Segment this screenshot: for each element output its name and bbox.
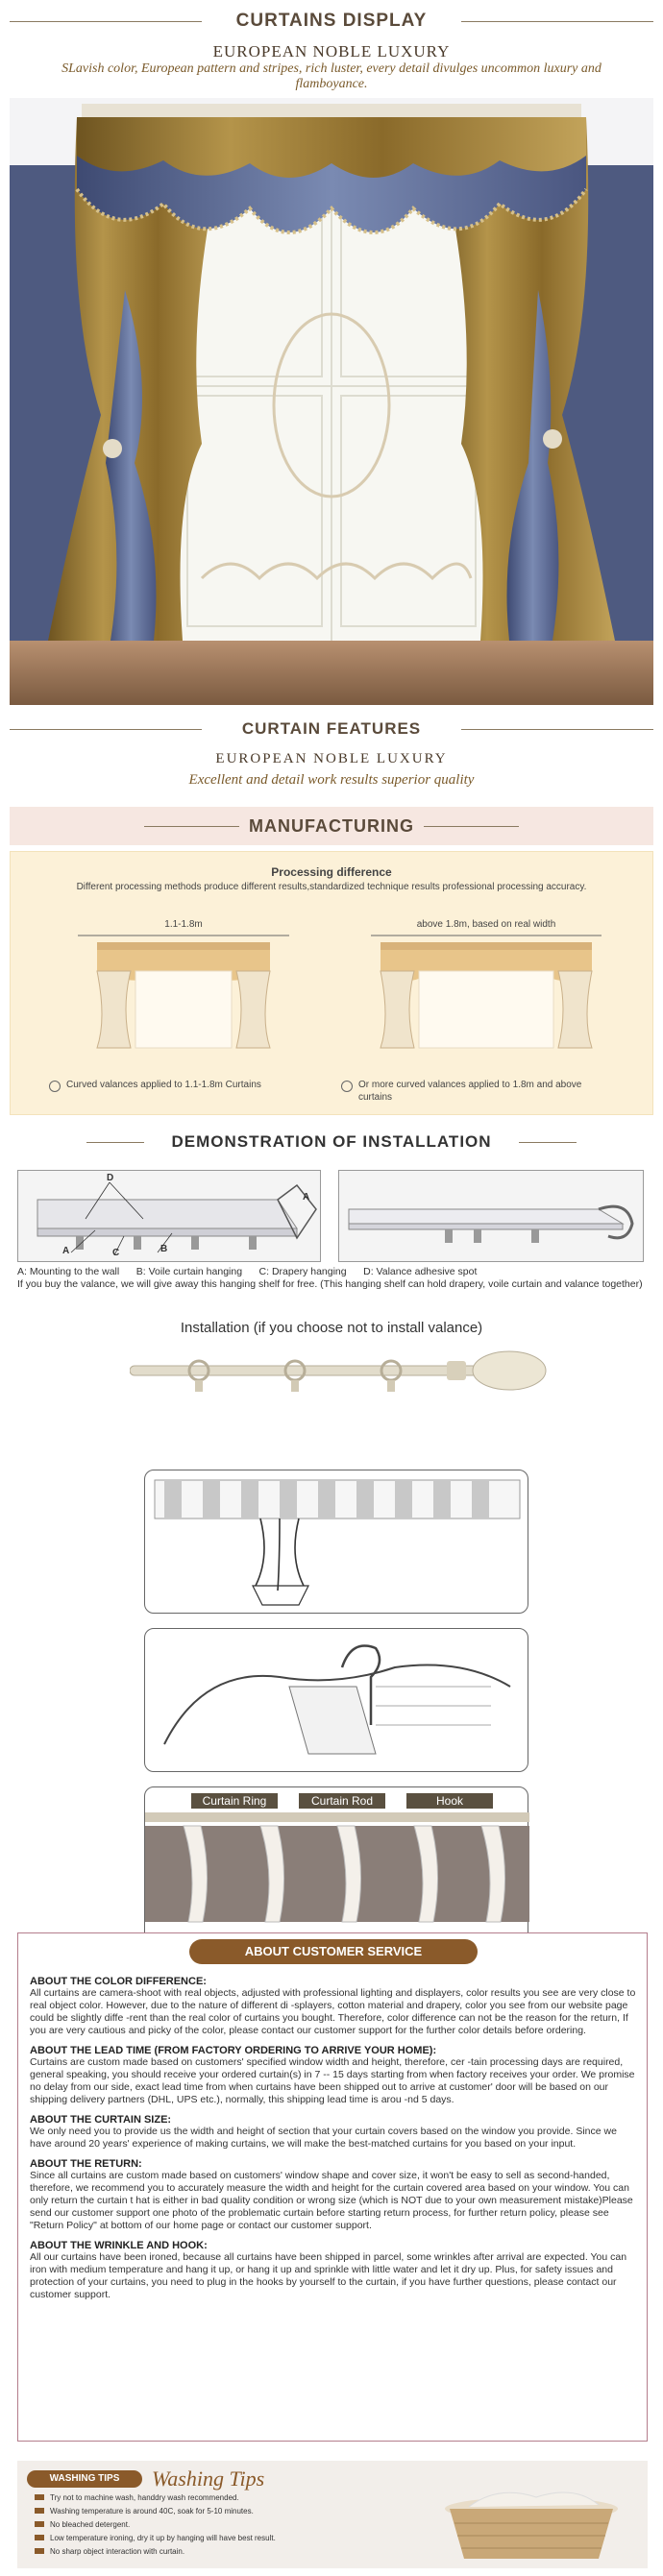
section-title: ABOUT THE WRINKLE AND HOOK:: [30, 2240, 208, 2251]
no-valance-heading: Installation (if you choose not to install valance): [180, 1320, 483, 1336]
manufacturing-heading-row: [0, 814, 663, 838]
section-body: We only need you to provide us the width and height of section that your curtain covers based on the window you provide. Since we have around 20 years' experience of making curtains, we will make the best-matched curtains for you based on your input.: [30, 2126, 617, 2150]
label-b: B: [160, 1244, 168, 1254]
processing-description: Different processing methods produce different results,standardized technique results professional processing accuracy.: [76, 882, 587, 892]
washing-tip: No bleached detergent.: [35, 2518, 381, 2532]
section-title: ABOUT THE CURTAIN SIZE:: [30, 2114, 172, 2126]
display-tagline: SLavish color, European pattern and stripes, rich luster, every detail divulges uncommon luxury and flamboyance.: [61, 61, 602, 91]
section-title: ABOUT THE RETURN:: [30, 2158, 142, 2170]
display-subtitle: EUROPEAN NOBLE LUXURY: [212, 42, 451, 61]
features-heading: CURTAIN FEATURES: [233, 718, 430, 740]
section-color-difference: [30, 1976, 637, 2037]
washing-tip: Try not to machine wash, handdry wash recommended.: [35, 2491, 381, 2505]
processing-panel: [10, 851, 653, 1115]
features-tagline: Excellent and detail work results superior quality: [188, 772, 475, 788]
installation-heading-row: [0, 1131, 663, 1153]
processing-title: Processing difference: [271, 865, 392, 879]
washing-tips-panel: [17, 2461, 648, 2568]
bullet-icon: [35, 2494, 44, 2500]
installation-legend: A: Mounting to the wall B: Voile curtain hanging C: Drapery hanging D: Valance adhesive spot: [17, 1266, 478, 1277]
section-body: All our curtains have been ironed, because all curtains have been shipped in parcel, some wrinkles after arrival are expected. You can iron with medium temperature and hang it up, or hang it up and sprinkle with little water and let it dry up. Plus, for safety issues and protection of your curtains, you need to plug in the hooks by yourself to the curtain, if you have further questions, please contact our customer support.: [30, 2251, 627, 2300]
rod-label: Curtain Rod: [299, 1793, 385, 1809]
washing-script-title: Washing Tips: [152, 2467, 265, 2491]
rail-diagram-plain: [338, 1170, 644, 1262]
washing-tip: Low temperature ironing, dry it up by hanging will have best result.: [35, 2532, 381, 2545]
left-caption: Curved valances applied to 1.1-1.8m Curtains: [66, 1080, 261, 1090]
right-caption: Or more curved valances applied to 1.8m and above curtains: [358, 1080, 582, 1103]
section-curtain-size: [30, 2114, 637, 2151]
installation-note: If you buy the valance, we will give away this hanging shelf for free. (This hanging shelf can hold drapery, voile curtain and valance together): [17, 1278, 643, 1290]
large-valance-illustration: [371, 933, 602, 1053]
small-valance-illustration: [78, 933, 289, 1053]
customer-service-panel: [17, 1932, 648, 2442]
section-title: ABOUT THE COLOR DIFFERENCE:: [30, 1976, 207, 1987]
pleat-diagram: [144, 1470, 528, 1614]
right-dimension: above 1.8m, based on real width: [416, 919, 556, 930]
label-a-left: A: [62, 1246, 70, 1256]
display-heading-row: [0, 10, 663, 33]
rail-diagram-lettered: [17, 1170, 321, 1262]
laundry-basket-illustration: [430, 2480, 632, 2563]
section-body: Curtains are custom made based on customers' specified window width and height, therefore, cer -tain processing days are required, general speaking, you should receive your ordered curtain(s) in 7 -- 15 days starting from when factory receives your order. We promise no delay from our side, exact lead time from when curtains have been shipped out to arrive at customer' door will be based on our shipping delivery partners (DHL, UPS etc.), normally, this shipping lead time is arou -nd 5 days.: [30, 2056, 635, 2105]
bullet-icon: [35, 2548, 44, 2554]
features-subtitle: EUROPEAN NOBLE LUXURY: [215, 751, 448, 766]
washing-tip: No sharp object interaction with curtain.: [35, 2545, 381, 2559]
ring-label: Curtain Ring: [191, 1793, 278, 1809]
installation-heading: DEMONSTRATION OF INSTALLATION: [161, 1131, 501, 1153]
bullet-icon: [35, 2521, 44, 2527]
left-dimension: 1.1-1.8m: [164, 919, 203, 930]
section-return: [30, 2158, 637, 2232]
curtain-rod-illustration: [130, 1347, 572, 1397]
features-heading-row: [0, 718, 663, 740]
hook-insertion-diagram: [144, 1628, 528, 1772]
section-body: Since all curtains are custom made based on customers' window shape and cover size, it won't be easy to sell as second-handed, therefore, we recommend you to accurately measure the width and height for the curtain covered area based on your window. You can only return the curtain t hat is either in bad quality condition or wrong size (which is NOT due to your own measurement mistake)Please send our customer support one photo of the problematic curtain before starting return process, for further return policy, please see "Return Policy" at bottom of our home page or contact our customer support.: [30, 2170, 633, 2231]
customer-service-heading: ABOUT CUSTOMER SERVICE: [189, 1939, 478, 1964]
manufacturing-heading: MANUFACTURING: [239, 814, 424, 838]
section-title: ABOUT THE LEAD TIME (FROM FACTORY ORDERING TO ARRIVE YOUR HOME):: [30, 2045, 437, 2056]
bullet-icon: [35, 2535, 44, 2540]
display-heading: CURTAINS DISPLAY: [227, 10, 437, 33]
label-d: D: [107, 1173, 114, 1183]
section-body: All curtains are camera-shoot with real objects, adjusted with professional lighting and displayers, color results you see are very close to real object color. However, due to the nature of different di -splayers, cotton material and drapery, color you see from our website page could be slightly diffe -rent than the real color of curtains you bought. Therefore, color difference can not be the reason for the return, If you are very cautious and picky of the color, please contact our customer support for the further color details before ordering.: [30, 1987, 636, 2036]
curtain-photo: [10, 98, 653, 705]
washing-badge: WASHING TIPS: [27, 2470, 142, 2488]
service-sections: [30, 1976, 637, 2301]
label-c: C: [112, 1248, 120, 1258]
hook-label: Hook: [406, 1793, 493, 1809]
washing-tips-list: [35, 2491, 381, 2559]
right-caption-bullet-icon: [341, 1081, 353, 1092]
ring-rod-hook-diagram: [144, 1786, 528, 1952]
label-a-right: A: [303, 1192, 310, 1203]
bullet-icon: [35, 2508, 44, 2514]
washing-tip: Washing temperature is around 40C, soak for 5-10 minutes.: [35, 2505, 381, 2518]
left-caption-bullet-icon: [49, 1081, 61, 1092]
section-lead-time: [30, 2045, 637, 2106]
section-wrinkle-hook: [30, 2240, 637, 2301]
